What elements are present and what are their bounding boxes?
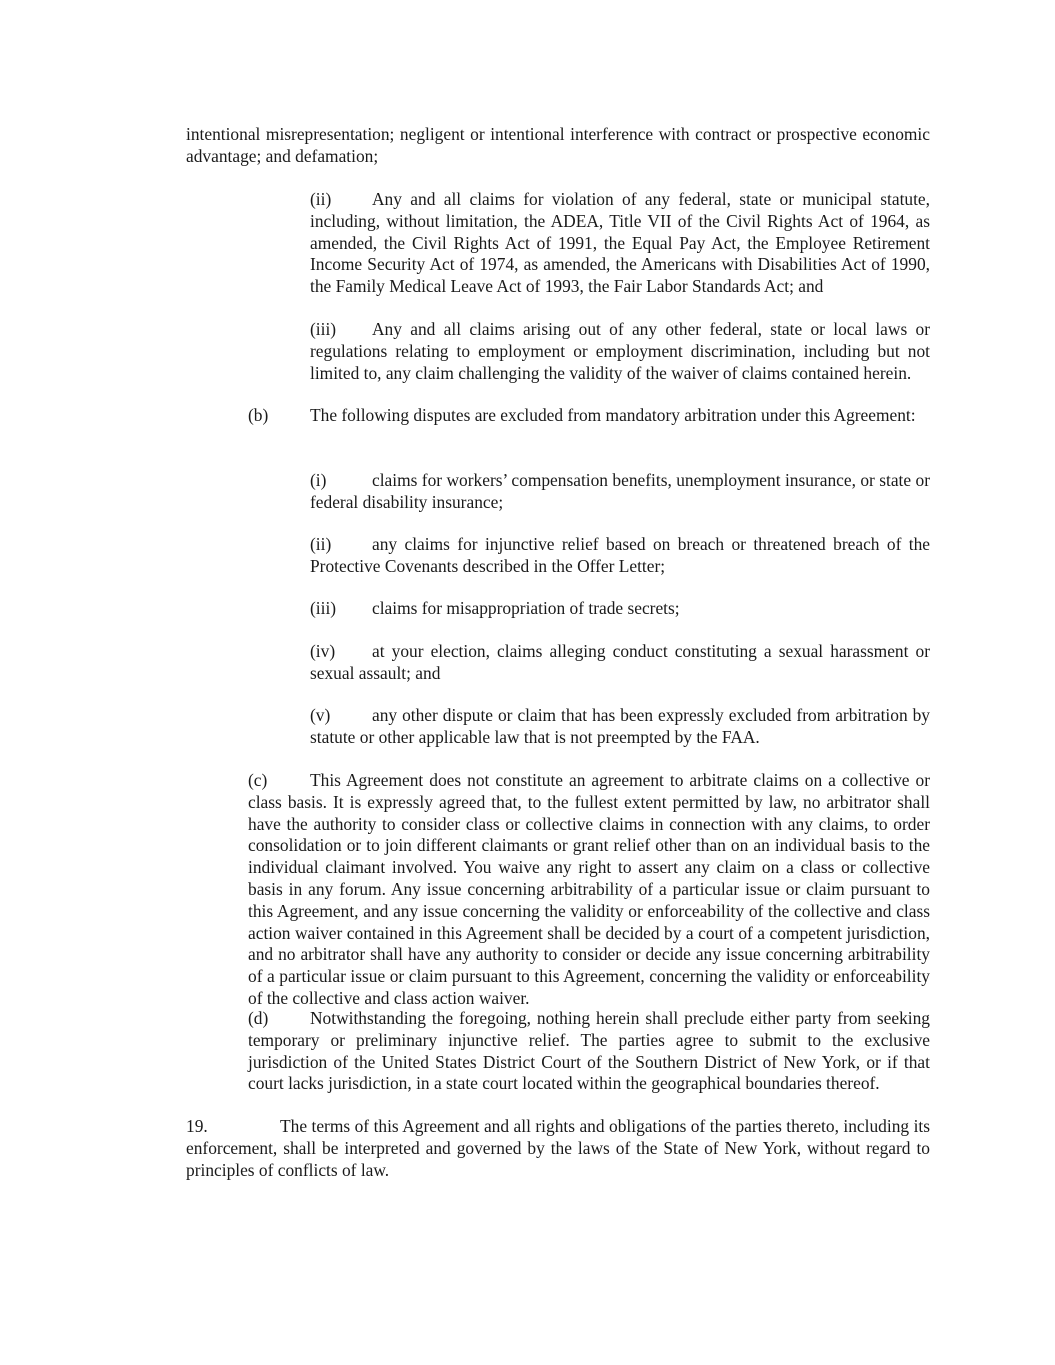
paragraph-label: (b) — [248, 405, 269, 425]
paragraph-label: (c) — [248, 770, 268, 790]
paragraph-label: (iii) — [310, 319, 337, 339]
paragraph-label: (iii) — [310, 598, 337, 618]
section-19 — [124, 1116, 930, 1181]
paragraph-b-iii — [186, 598, 930, 620]
paragraph-d — [124, 1008, 930, 1095]
paragraph-b-i — [186, 470, 930, 514]
paragraph-text: any claims for injunctive relief based on breach or threatened breach of the Protective Covenants described in the Offer Letter; — [310, 534, 930, 576]
paragraph-text: claims for workers’ compensation benefits, unemployment insurance, or state or federal disability insurance; — [310, 470, 930, 512]
paragraph-label: (i) — [310, 470, 327, 490]
paragraph-b-iv — [186, 641, 930, 685]
paragraph-label: (v) — [310, 705, 331, 725]
paragraph-label: (iv) — [310, 641, 336, 661]
paragraph-c — [124, 770, 930, 1010]
paragraph-text: Any and all claims arising out of any other federal, state or local laws or regulations relating to employment or employment discrimination, including but not limited to, any claim challenging the validity of the waiver of claims contained herein. — [310, 319, 930, 383]
paragraph-a-ii — [186, 189, 930, 298]
paragraph-label: (ii) — [310, 189, 332, 209]
paragraph-text: intentional misrepresentation; negligent or intentional interference with contract or prospective economic advantage; and defamation; — [186, 124, 930, 166]
paragraph-b — [124, 405, 930, 427]
paragraph-text: any other dispute or claim that has been expressly excluded from arbitration by statute or other applicable law that is not preempted by the FAA. — [310, 705, 930, 747]
paragraph-text: at your election, claims alleging conduct constituting a sexual harassment or sexual assault; and — [310, 641, 930, 683]
paragraph-text: The terms of this Agreement and all rights and obligations of the parties thereto, including its enforcement, shall be interpreted and governed by the laws of the State of New York, without regard to principles of conflicts of law. — [186, 1116, 930, 1180]
paragraph-b-v — [186, 705, 930, 749]
section-number: 19. — [186, 1116, 208, 1136]
paragraph-text: Notwithstanding the foregoing, nothing herein shall preclude either party from seeking temporary or preliminary injunctive relief. The parties agree to submit to the exclusive jurisdiction of the United States District Court of the Southern District of New York, or if that court lacks jurisdiction, in a state court located within the geographical boundaries thereof. — [248, 1008, 930, 1094]
paragraph-a-iii — [186, 319, 930, 384]
paragraph-label: (d) — [248, 1008, 269, 1028]
paragraph-a-i-continuation — [186, 124, 930, 168]
paragraph-text: This Agreement does not constitute an agreement to arbitrate claims on a collective or class basis. It is expressly agreed that, to the fullest extent permitted by law, no arbitrator shall have the authority to consider class or collective claims in connection with any claims, to order consolidation or to join different claimants or grant relief other than on an individual basis to the individual claimant involved. You waive any right to assert any claim on a class or collective basis in any forum. Any issue concerning arbitrability of a particular issue or claim pursuant to this Agreement, and any issue concerning the validity or enforceability of the collective and class action waiver contained in this Agreement shall be decided by a court of a competent jurisdiction, and no arbitrator shall have any authority to consider or decide any issue concerning arbitrability of a particular issue or claim pursuant to this Agreement, concerning the validity or enforceability of the collective and class action waiver. — [248, 770, 930, 1008]
paragraph-text: claims for misappropriation of trade secrets; — [372, 598, 680, 618]
paragraph-text: Any and all claims for violation of any federal, state or municipal statute, including, without limitation, the ADEA, Title VII of the Civil Rights Act of 1964, as amended, the Civil Rights Act of 1991, the Equal Pay Act, the Employee Retirement Income Security Act of 1974, as amended, the Americans with Disabilities Act of 1990, the Family Medical Leave Act of 1993, the Fair Labor Standards Act; and — [310, 189, 930, 297]
paragraph-text: The following disputes are excluded from mandatory arbitration under this Agreement: — [310, 405, 916, 425]
paragraph-label: (ii) — [310, 534, 332, 554]
paragraph-b-ii — [186, 534, 930, 578]
